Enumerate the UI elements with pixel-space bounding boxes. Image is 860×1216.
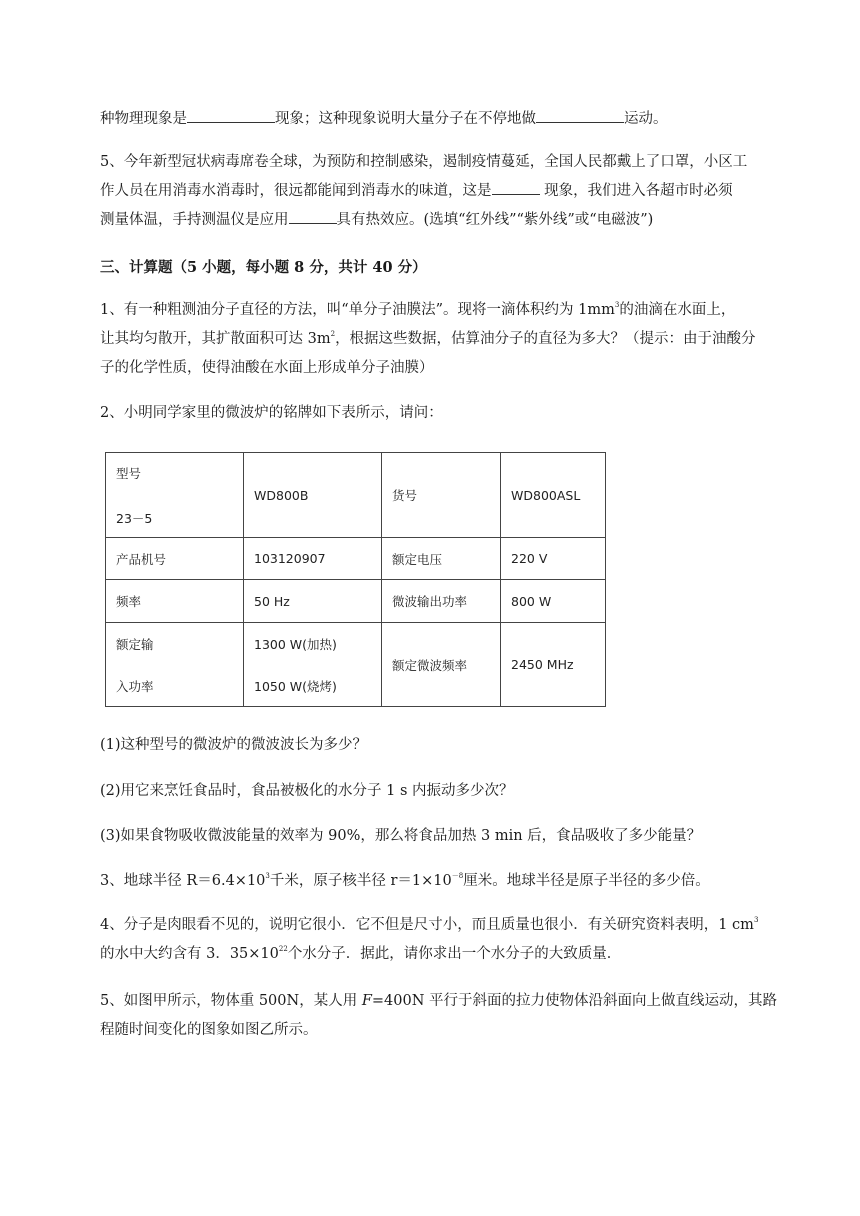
text: 具有热效应。(选填“红外线”“紫外线”或“电磁波”) — [336, 212, 654, 228]
cell-text: 型号 — [116, 465, 142, 481]
q1-line2 — [100, 329, 812, 349]
text: 的油滴在水面上， — [619, 302, 736, 318]
table-cell: WD800B — [244, 453, 382, 538]
text: ，根据这些数据，估算油分子的直径为多大？（提示：由于油酸分 — [335, 331, 756, 347]
table-cell: 103120907 — [244, 538, 382, 580]
cell-text: 1050 W(烧烤) — [254, 678, 337, 694]
q2-sub2: (2)用它来烹饪食品时，食品被极化的水分子 1 s 内振动多少次？ — [100, 783, 514, 799]
superscript: －8 — [451, 872, 464, 880]
text: =400N 平行于斜面的拉力使物体沿斜面向上做直线运动，其路 — [371, 993, 777, 1009]
table-cell — [244, 623, 382, 707]
q1-line3: 子的化学性质，使得油酸在水面上形成单分子油膜） — [100, 360, 434, 376]
table-cell: 额定电压 — [382, 538, 501, 580]
table-cell: 货号 — [382, 453, 501, 538]
table-cell: 800 W — [501, 580, 606, 623]
table-row — [106, 538, 606, 580]
table-row — [106, 453, 606, 538]
text: 现象，我们进入各超市时必须 — [539, 183, 733, 199]
answer-blank[interactable] — [187, 108, 275, 123]
text: 4、分子是肉眼看不见的，说明它很小．它不但是尺寸小，而且质量也很小．有关研究资料表明，1 cm — [100, 917, 754, 933]
table-cell: 2450 MHz — [501, 623, 606, 707]
text: 运动。 — [624, 111, 668, 127]
cell-text: 入功率 — [116, 678, 154, 694]
fb-q5-line1: 5、今年新型冠状病毒席卷全球，为预防和控制感染，遏制疫情蔓延，全国人民都戴上了口罩，小区工 — [100, 154, 748, 170]
q2-sub3: (3)如果食物吸收微波能量的效率为 90%，那么将食品加热 3 min 后，食品吸收了多少能量？ — [100, 828, 702, 844]
table-cell: WD800ASL — [501, 453, 606, 538]
table-cell: 额定微波频率 — [382, 623, 501, 707]
table-cell: 频率 — [106, 580, 244, 623]
table-cell: 微波输出功率 — [382, 580, 501, 623]
text: 的水中大约含有 3．35×10 — [100, 946, 279, 962]
text: 5、如图甲所示，物体重 500N，某人用 — [100, 993, 362, 1009]
superscript: 2 — [330, 330, 336, 338]
q4-line1 — [100, 915, 812, 935]
superscript: 3 — [265, 872, 270, 880]
cell-text: 23－5 — [116, 510, 153, 526]
text: 1、有一种粗测油分子直径的方法，叫“单分子油膜法”。现将一滴体积约为 1mm — [100, 302, 615, 318]
fb-q5-line3 — [100, 209, 812, 230]
q2-sub1: (1)这种型号的微波炉的微波波长为多少？ — [100, 737, 368, 753]
text: 让其均匀散开，其扩散面积可达 3m — [100, 331, 331, 347]
text: 现象；这种现象说明大量分子在不停地做 — [275, 111, 536, 127]
text: 个水分子．据此，请你求出一个水分子的大致质量． — [287, 946, 622, 962]
section-heading: 三、计算题（5 小题，每小题 8 分，共计 40 分） — [100, 259, 427, 276]
table-cell — [106, 623, 244, 707]
table-row — [106, 580, 606, 623]
q1-line1 — [100, 300, 812, 320]
answer-blank[interactable] — [536, 108, 624, 123]
q4-line2 — [100, 944, 812, 964]
superscript: 22 — [278, 945, 288, 953]
table-row — [106, 623, 606, 707]
cell-text: 额定输 — [116, 636, 154, 652]
table-cell — [106, 453, 244, 538]
text: 3、地球半径 R＝6.4×10 — [100, 873, 266, 889]
q3-line — [100, 871, 812, 891]
q2-intro: 2、小明同学家里的微波炉的铭牌如下表所示，请问： — [100, 405, 443, 421]
superscript: 3 — [753, 916, 759, 924]
text: 测量体温，手持测温仪是应用 — [100, 212, 289, 228]
table-cell: 220 V — [501, 538, 606, 580]
italic-symbol: F — [361, 993, 372, 1009]
q5-line2: 程随时间变化的图象如图乙所示。 — [100, 1022, 318, 1038]
microwave-nameplate-table — [105, 452, 606, 707]
q4-continuation — [100, 108, 812, 129]
text: 种物理现象是 — [100, 111, 187, 127]
text: 千米，原子核半径 r＝1×10 — [269, 873, 452, 889]
superscript: 3 — [614, 301, 620, 309]
q5-line1 — [100, 991, 812, 1011]
answer-blank[interactable] — [492, 180, 540, 195]
answer-blank[interactable] — [289, 209, 337, 224]
text: 作人员在用消毒水消毒时，很远都能闻到消毒水的味道，这是 — [100, 183, 492, 199]
table-cell: 50 Hz — [244, 580, 382, 623]
fb-q5-line2 — [100, 180, 812, 201]
text: 厘米。地球半径是原子半径的多少倍。 — [463, 873, 710, 889]
table-cell: 产品机号 — [106, 538, 244, 580]
cell-text: 1300 W(加热) — [254, 636, 337, 652]
